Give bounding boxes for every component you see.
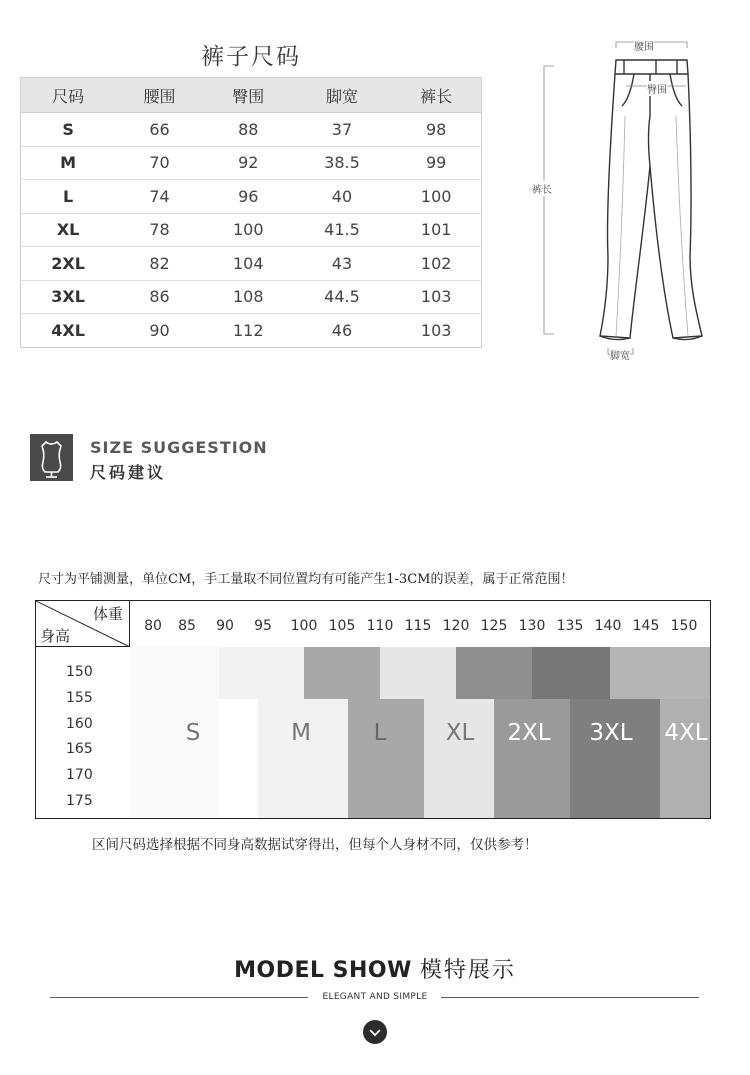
- size-cell: 3XL: [21, 280, 116, 314]
- size-label-4xl: 4XL: [664, 720, 708, 746]
- waist-cell: 82: [115, 247, 204, 281]
- size-cell: 4XL: [51, 320, 85, 340]
- size-label-3xl: 3XL: [589, 720, 633, 746]
- height-label: 155: [66, 690, 93, 706]
- size-block-2xl-top: [456, 647, 532, 699]
- chevron-down-icon[interactable]: [363, 1020, 387, 1044]
- height-header: 身高: [40, 627, 71, 645]
- weight-label: 135: [556, 618, 584, 634]
- height-weight-chart: [35, 600, 711, 819]
- size-block-xl-top: [380, 647, 456, 699]
- waist-cell: 74: [115, 180, 204, 214]
- weight-label: 95: [254, 618, 272, 634]
- length-cell: 103: [391, 280, 481, 314]
- size-cell: M: [21, 146, 116, 180]
- hip-cell: 96: [204, 180, 293, 214]
- waist-cell: 66: [115, 113, 204, 147]
- hem-cell: 38.5: [293, 146, 392, 180]
- weight-label: 85: [178, 618, 196, 634]
- size-suggestion-title: SIZE SUGGESTION: [90, 438, 268, 457]
- size-label-2xl: 2XL: [507, 720, 551, 746]
- weight-label: 130: [518, 618, 546, 634]
- hip-cell: 100: [204, 213, 293, 247]
- header-cell: 裤长: [391, 78, 481, 113]
- chart-corner-header: [36, 601, 130, 647]
- length-cell: 98: [391, 113, 481, 147]
- pants-size-title: 裤子尺码: [201, 44, 301, 70]
- waist-label: 腰围: [634, 38, 654, 53]
- size-suggestion-subtitle: 尺码建议: [90, 463, 167, 482]
- weight-label: 105: [328, 618, 356, 634]
- weight-label: 145: [632, 618, 660, 634]
- weight-label: 90: [216, 618, 234, 634]
- hip-cell: 88: [204, 113, 293, 147]
- length-cell: 103: [420, 320, 452, 340]
- hem-cell: 41.5: [293, 213, 392, 247]
- weight-label: 140: [594, 618, 622, 634]
- length-cell: 101: [391, 213, 481, 247]
- size-block-xl: [424, 699, 494, 819]
- size-label-xl: XL: [445, 720, 475, 746]
- size-cell: XL: [21, 213, 116, 247]
- table-row: [21, 180, 482, 214]
- size-label-s: S: [185, 720, 201, 746]
- table-row: [21, 247, 482, 281]
- weight-label: 80: [144, 618, 162, 634]
- pants-diagram: [530, 36, 710, 366]
- size-block-3xl: [570, 699, 660, 819]
- weight-label: 120: [442, 618, 470, 634]
- header-cell: 脚宽: [293, 78, 392, 113]
- model-show-title-en: MODEL SHOW: [234, 958, 412, 983]
- pants-drawing: [530, 36, 710, 366]
- size-cell: 2XL: [21, 247, 116, 281]
- size-block-3xl-top: [532, 647, 610, 699]
- header-cell: 尺码: [21, 78, 116, 113]
- hem-label: 脚宽: [610, 347, 630, 362]
- table-row: [21, 280, 482, 314]
- header-cell: 腰围: [115, 78, 204, 113]
- weight-label: 110: [366, 618, 394, 634]
- size-block-m: [258, 699, 348, 819]
- weight-label: 150: [670, 618, 698, 634]
- model-show-title: [0, 953, 750, 984]
- waist-cell: 78: [115, 213, 204, 247]
- weight-header: 体重: [92, 605, 123, 623]
- hem-cell: 40: [293, 180, 392, 214]
- length-cell: 99: [391, 146, 481, 180]
- measurement-note: 尺寸为平铺测量，单位CM，手工量取不同位置均有可能产生1-3CM的误差，属于正常范围！: [38, 572, 574, 587]
- height-label: 170: [66, 767, 93, 783]
- hem-cell: 43: [293, 247, 392, 281]
- hem-cell: 37: [293, 113, 392, 147]
- size-block-s: [129, 647, 219, 819]
- table-row: [21, 146, 482, 180]
- size-block-l: [348, 699, 424, 819]
- size-cell: L: [21, 180, 116, 214]
- size-block-s-top: [219, 647, 304, 699]
- model-show-title-cn: 模特展示: [419, 958, 516, 983]
- size-label-m: M: [291, 720, 311, 746]
- height-label: 175: [66, 793, 93, 809]
- height-label: 150: [66, 664, 93, 680]
- size-block-l-top: [304, 647, 380, 699]
- header-cell: 臀围: [204, 78, 293, 113]
- waist-cell: 86: [115, 280, 204, 314]
- hip-label: 臀围: [647, 81, 667, 96]
- dress-form-icon: [30, 434, 73, 481]
- hip-cell: 112: [232, 320, 264, 340]
- hip-cell: 108: [204, 280, 293, 314]
- hip-cell: 92: [204, 146, 293, 180]
- model-show-subtitle: ELEGANT AND SIMPLE: [322, 992, 428, 1002]
- size-block-4xl: [660, 699, 711, 819]
- size-block-2xl: [494, 699, 570, 819]
- hip-cell: 104: [204, 247, 293, 281]
- table-header-row: [21, 78, 482, 113]
- table-row: [21, 213, 482, 247]
- height-label: 165: [66, 741, 93, 757]
- weight-label: 100: [290, 618, 318, 634]
- table-row: [21, 113, 482, 147]
- waist-cell: 70: [115, 146, 204, 180]
- length-label: 裤长: [532, 181, 552, 196]
- table-row: [21, 314, 482, 348]
- length-cell: 102: [391, 247, 481, 281]
- size-block-4xl-top: [610, 647, 711, 699]
- length-cell: 100: [391, 180, 481, 214]
- weight-label: 115: [404, 618, 432, 634]
- hem-cell: 44.5: [293, 280, 392, 314]
- fit-disclaimer: 区间尺码选择根据不同身高数据试穿得出，但每个人身材不同，仅供参考！: [92, 837, 538, 853]
- weight-label: 125: [480, 618, 508, 634]
- pants-size-table: [20, 77, 482, 348]
- height-label: 160: [66, 716, 93, 732]
- hem-cell: 46: [331, 320, 353, 340]
- waist-cell: 90: [149, 320, 170, 340]
- size-cell: S: [21, 113, 116, 147]
- size-label-l: L: [373, 720, 387, 746]
